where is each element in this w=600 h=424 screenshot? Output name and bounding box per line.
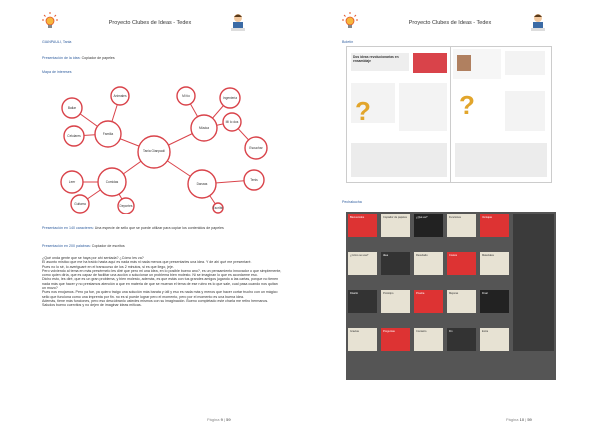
mindmap-label: Mapa de intereses	[42, 70, 72, 74]
mind-map	[42, 84, 282, 214]
bol-text-column	[399, 83, 447, 131]
mindmap-node-label: Música	[198, 126, 210, 130]
pechakucha-slide: Idea	[381, 252, 410, 275]
bol-text-column	[505, 91, 545, 131]
bol-header-image	[413, 53, 447, 73]
pechakucha-slide: Copiador de papeles	[381, 214, 410, 237]
bol-title-block	[351, 53, 409, 71]
boletin-page-1	[346, 46, 452, 183]
pechakucha-side-panel	[513, 214, 554, 351]
presentation-label: Presentación de la idea:	[42, 56, 81, 60]
mindmap-node-label: Deportes	[119, 204, 133, 208]
body-paragraph: El asunto místico que me ha traído hasta aquí es nada más ni nada menos que presentarles una idea. Y de ahí qué me presentaré.	[42, 260, 252, 265]
body-paragraph: Dicho esto, les diré, que es un gran problema, y bien molesto, además, es que estás con tus grandes amigos jugando a las cartas, porque no tienen nada más que hacer y no prestamos atención a que en materia de que se mueran el tema de ese rubro es lo que sale, cual pasa cuando nos quitan un mozo?	[42, 277, 279, 291]
p200-title: Copiador de escritos	[91, 244, 125, 248]
pechakucha-slide: Contacto	[414, 328, 443, 351]
mindmap-node-label: Bailar	[67, 106, 77, 110]
pechakucha-slide: Prueba	[414, 290, 443, 313]
page-header	[0, 12, 300, 34]
body-paragraph: ¿Qué onda gente que se haya por ahí sentada? ¿Cómo les va?	[42, 256, 144, 260]
mindmap-node-label: Guitarra	[74, 202, 86, 206]
mindmap-center-label: Tania Gianpaoli	[143, 149, 165, 153]
mindmap-node-label: Escribir	[212, 206, 224, 210]
pechakucha-slide: Funciones	[447, 214, 476, 237]
right-page	[300, 0, 600, 424]
pechakucha-slide: Mejoras	[447, 290, 476, 313]
page-footer: Página 10 | 59	[506, 417, 532, 422]
p140-label: Presentación en 140 caracteres:	[42, 226, 94, 230]
pechakucha-slide: Ventajas	[480, 214, 509, 237]
body-paragraph: Además, tiene más funciones, pero eso descúbranlo ustedes mismos con su imaginación. Bueno completado este charla me retiro hermanos. Saludos bueno cuervitos y no dejen de imaginar ideas míticas.	[42, 298, 269, 308]
footer-total: 59	[226, 417, 231, 422]
author-name: GIANPAULI, Tania	[42, 40, 72, 44]
pechakucha-slide: Fin	[447, 328, 476, 351]
pechakucha-slide: Bienvenidos	[348, 214, 377, 237]
boletin-label: Boletín	[342, 40, 354, 44]
mindmap-node-label: Tenis	[250, 178, 258, 182]
bol-footer-text	[351, 143, 447, 177]
mindmap-node-label: Ingeniería	[222, 96, 238, 100]
pechakucha-slide: Diseño	[348, 290, 377, 313]
page-header	[300, 12, 600, 34]
bol-text-column	[505, 51, 545, 75]
pechakucha-slide: Materiales	[480, 252, 509, 275]
footer-label: Página	[506, 417, 519, 422]
mindmap-node-label: Celulares	[67, 134, 81, 138]
bol-title: Dos ideas revolucionarias en ensamblaje	[353, 55, 399, 64]
pechakucha-slide: ¿Qué es?	[414, 214, 443, 237]
pechakucha-grid	[346, 212, 556, 380]
question-mark-icon: ?	[355, 96, 371, 126]
pechakucha-slide: Prototipo	[381, 290, 410, 313]
pechakucha-slide: ¿Cómo se usa?	[348, 252, 377, 275]
mindmap-node-label: Mi lo dos	[225, 120, 239, 124]
mindmap-node-label: Animales	[113, 94, 127, 98]
page-footer: Página 9 | 59	[207, 417, 231, 422]
p200-line	[42, 244, 125, 248]
footer-page-number: 9	[220, 417, 223, 422]
p140-text: Una especie de sello que se puede utilizar para copiar los contenidos de papeles	[94, 226, 224, 230]
body-paragraph: Pero volviendo al tema en más presérmelo les diré que pero mi una idea, en lo posible bueno ano?, es un pensamiento innovador o que simplemente, como quien diría, que es capaz de facilitar una acción o solucionar un problema bien molesto. Ni se imaginan lo que es acordarme eso.	[42, 268, 282, 278]
pechakucha-slide: Gracias	[348, 328, 377, 351]
body-paragraph: Pues nos enojamos. Pero ya fue, ya quiero traigo una solución más barata y útil y eso es nada más y menos que hacer cortar trucho con un mágico sello que funciona como una imprenta por fin. no es si puede lograr pero el momento, pero por el momento es una buena idea.	[42, 290, 278, 299]
mindmap-node-label: Escuchar	[249, 146, 263, 150]
bol-footer-text	[455, 143, 547, 177]
pechakucha-slide: Preguntas	[381, 328, 410, 351]
person-icon	[228, 12, 248, 32]
mindmap-node-label: Familia	[102, 132, 114, 136]
pechakucha-slide: Costos	[447, 252, 476, 275]
body-text	[42, 256, 282, 308]
question-mark-icon: ?	[459, 90, 475, 120]
footer-page-number: 10	[519, 417, 525, 422]
pechakucha-slide: Resultado	[414, 252, 443, 275]
header-title: Proyecto Clubes de Ideas - Tedex	[108, 20, 192, 26]
mindmap-node-label: Danzas	[196, 182, 208, 186]
p140-block	[42, 226, 282, 230]
mindmap-node-label: Mi tío	[182, 94, 190, 98]
footer-total: 59	[527, 417, 532, 422]
person-icon	[528, 12, 548, 32]
presentation-line	[42, 56, 115, 60]
presentation-idea: Copiador de papeles	[81, 56, 115, 60]
mindmap-node-label: Comidas	[105, 180, 119, 184]
footer-label: Página	[207, 417, 220, 422]
p200-label: Presentación en 200 palabras:	[42, 244, 91, 248]
boletin-page-2	[450, 46, 552, 183]
mindmap-node-label: Leer	[68, 180, 76, 184]
bol-photo	[457, 55, 471, 71]
pechakucha-label: Pechakucha	[342, 200, 362, 204]
header-title: Proyecto Clubes de Ideas - Tedex	[408, 20, 492, 26]
pechakucha-slide: Extra	[480, 328, 509, 351]
body-paragraph: Pues no lo sé, lo averiguaré en el transcurso de los 2 minutos, si es que llego, jeje.	[42, 264, 174, 269]
pechakucha-slide: Final	[480, 290, 509, 313]
